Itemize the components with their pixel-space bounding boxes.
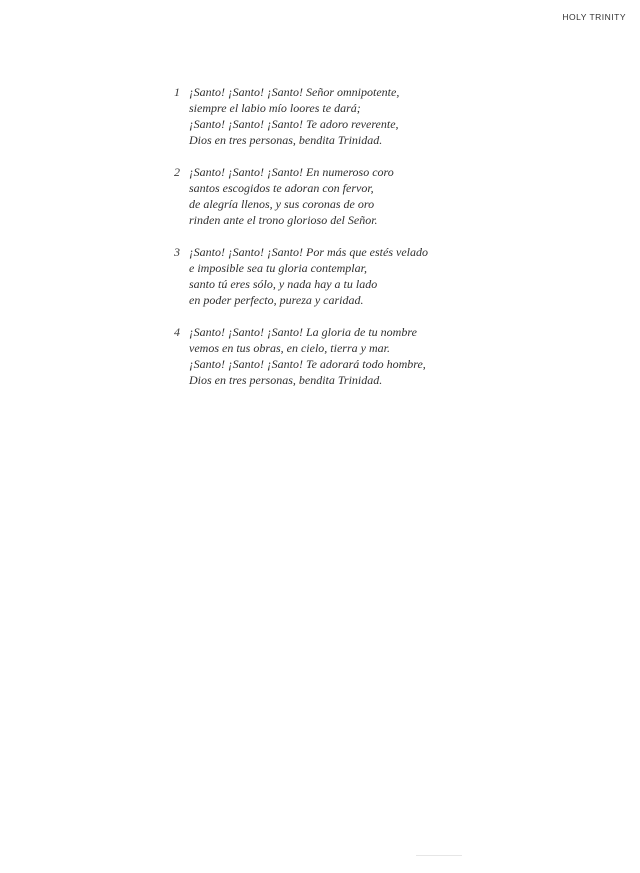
verse-line: santo tú eres sólo, y nada hay a tu lado (189, 277, 378, 291)
verse-number: 1 (174, 85, 180, 99)
verse-line: siempre el labio mío loores te dará; (189, 101, 361, 115)
verse-line: ¡Santo! ¡Santo! ¡Santo! Te adorará todo hombre, (189, 357, 426, 371)
verse-line: de alegría llenos, y sus coronas de oro (189, 197, 375, 211)
hymn-verses (174, 84, 504, 404)
verse-3 (174, 244, 504, 308)
verse-text (189, 244, 504, 308)
footer-divider (416, 855, 462, 856)
verse-text (189, 324, 504, 388)
verse-line: ¡Santo! ¡Santo! ¡Santo! Te adoro reverente, (189, 117, 399, 131)
verse-line: santos escogidos te adoran con fervor, (189, 181, 374, 195)
verse-text (189, 164, 504, 228)
verse-line: e imposible sea tu gloria contemplar, (189, 261, 367, 275)
verse-line: ¡Santo! ¡Santo! ¡Santo! Señor omnipotente, (189, 85, 400, 99)
verse-2 (174, 164, 504, 228)
verse-line: en poder perfecto, pureza y caridad. (189, 293, 364, 307)
verse-number: 3 (174, 245, 180, 259)
verse-line: ¡Santo! ¡Santo! ¡Santo! La gloria de tu nombre (189, 325, 417, 339)
verse-1 (174, 84, 504, 148)
verse-line: ¡Santo! ¡Santo! ¡Santo! Por más que estés velado (189, 245, 428, 259)
verse-line: Dios en tres personas, bendita Trinidad. (189, 373, 383, 387)
verse-line: Dios en tres personas, bendita Trinidad. (189, 133, 383, 147)
section-title: HOLY TRINITY (562, 12, 626, 22)
verse-text (189, 84, 504, 148)
verse-number: 4 (174, 325, 180, 339)
verse-line: vemos en tus obras, en cielo, tierra y mar. (189, 341, 390, 355)
verse-number: 2 (174, 165, 180, 179)
verse-line: rinden ante el trono glorioso del Señor. (189, 213, 378, 227)
verse-line: ¡Santo! ¡Santo! ¡Santo! En numeroso coro (189, 165, 394, 179)
verse-4 (174, 324, 504, 388)
